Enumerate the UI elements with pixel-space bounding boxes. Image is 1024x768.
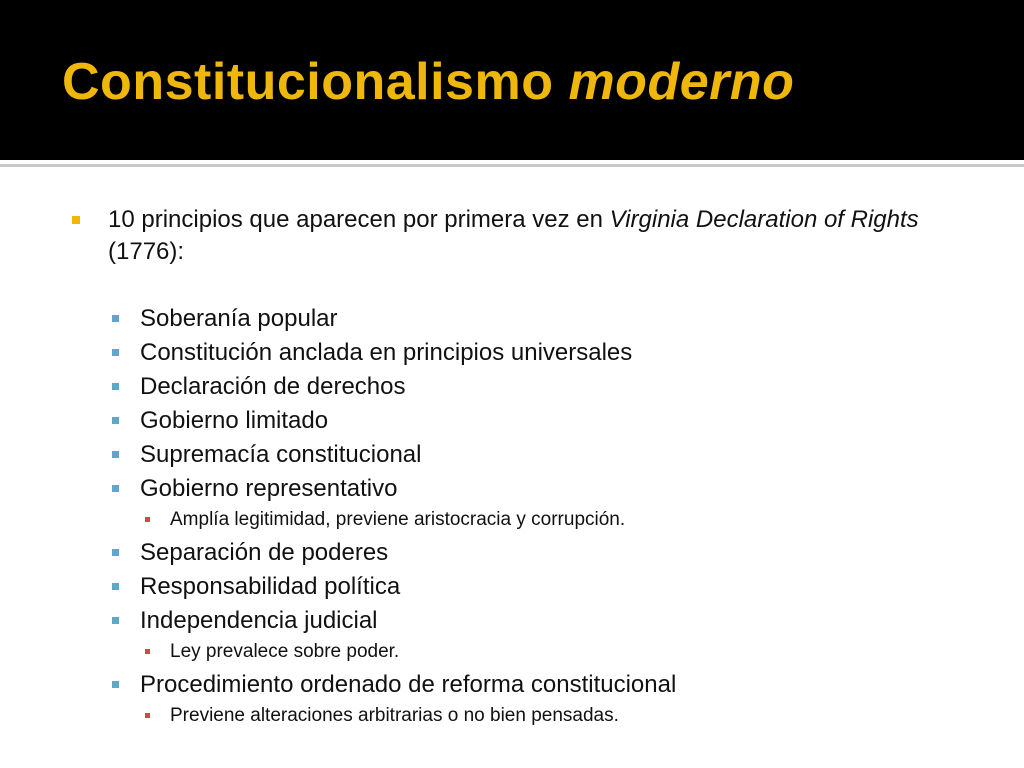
- principle-label: Responsabilidad política: [140, 573, 401, 600]
- principles-list: [72, 302, 972, 730]
- square-bullet-icon: [112, 417, 119, 424]
- principle-note: [72, 638, 972, 666]
- note-text: Ley prevalece sobre poder.: [170, 641, 400, 662]
- square-bullet-icon: [112, 315, 119, 322]
- title-bar: [0, 0, 1024, 160]
- principle-label: Gobierno limitado: [140, 407, 329, 434]
- principle-label: Soberanía popular: [140, 305, 338, 332]
- square-bullet-icon: [112, 485, 119, 492]
- square-bullet-icon: [112, 349, 119, 356]
- principle-item: [72, 438, 972, 472]
- note-text: Previene alteraciones arbitrarias o no bien pensadas.: [170, 705, 619, 726]
- square-bullet-icon: [112, 583, 119, 590]
- principle-item: [72, 302, 972, 336]
- title-emphasis: moderno: [568, 53, 795, 111]
- principle-item: [72, 472, 972, 506]
- principle-item: [72, 668, 972, 702]
- square-bullet-icon: [145, 517, 150, 522]
- principle-item: [72, 570, 972, 604]
- principle-label: Gobierno representativo: [140, 475, 398, 502]
- principle-label: Procedimiento ordenado de reforma constitucional: [140, 671, 677, 698]
- square-bullet-icon: [72, 216, 80, 224]
- principle-note: [72, 702, 972, 730]
- intro-bullet: [72, 204, 972, 268]
- title-main: Constitucionalismo: [62, 53, 554, 111]
- note-text: Amplía legitimidad, previene aristocracia y corrupción.: [170, 509, 626, 530]
- divider-line-shadow: [0, 164, 1024, 167]
- principle-item: [72, 604, 972, 638]
- square-bullet-icon: [112, 617, 119, 624]
- intro-source: Virginia Declaration of Rights: [609, 206, 919, 233]
- principle-item: [72, 404, 972, 438]
- square-bullet-icon: [112, 549, 119, 556]
- slide-title: [62, 52, 794, 112]
- intro-text: 10 principios que aparecen por primera vez en: [108, 206, 610, 233]
- intro-year: (1776):: [108, 238, 185, 265]
- slide-body: [72, 204, 972, 732]
- principle-item: [72, 370, 972, 404]
- square-bullet-icon: [112, 451, 119, 458]
- square-bullet-icon: [145, 713, 150, 718]
- principle-item: [72, 536, 972, 570]
- principle-note: [72, 506, 972, 534]
- principle-label: Independencia judicial: [140, 607, 378, 634]
- divider-line: [0, 160, 1024, 162]
- square-bullet-icon: [145, 649, 150, 654]
- principle-label: Constitución anclada en principios universales: [140, 339, 633, 366]
- square-bullet-icon: [112, 681, 119, 688]
- square-bullet-icon: [112, 383, 119, 390]
- principle-label: Supremacía constitucional: [140, 441, 422, 468]
- principle-label: Declaración de derechos: [140, 373, 406, 400]
- principle-item: [72, 336, 972, 370]
- principle-label: Separación de poderes: [140, 539, 389, 566]
